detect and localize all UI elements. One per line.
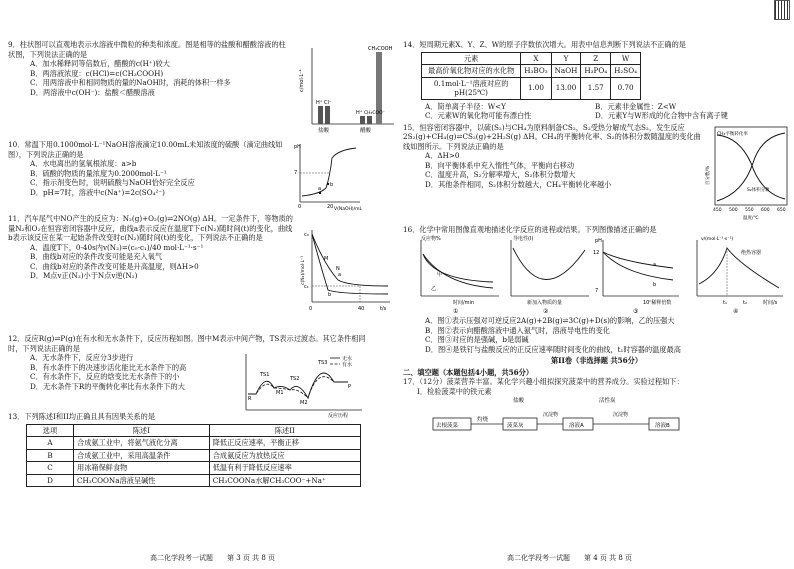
table-header: 陈述I	[74, 424, 210, 437]
section-heading: 二、填空题（本题包括4小题，共56分）	[403, 367, 534, 377]
q12-energy-profile	[238, 352, 368, 418]
svg-text:650: 650	[777, 207, 786, 213]
q11-ylabel: c(N₂)/mol·L⁻¹	[301, 255, 306, 285]
svg-text:t₁: t₁	[723, 300, 727, 306]
svg-text:溶液B: 溶液B	[655, 423, 670, 429]
q16-figures	[403, 234, 790, 316]
q15-temp-chart	[703, 123, 791, 223]
question-11	[8, 214, 389, 332]
q9-ylabel: c/mol·L⁻¹	[299, 69, 305, 92]
q12-p: P	[348, 384, 352, 390]
q9-option-c: C．用两溶液中和相同物质的量的NaOH时，消耗的体积一样多	[30, 78, 231, 87]
q9-x1: 盐酸	[318, 128, 330, 134]
part-2-title: 第II卷（非选择题 共56分）	[550, 356, 643, 365]
q9-bar-chart	[298, 40, 398, 136]
q10-stem: 10．常温下用0.1000mol·L⁻¹NaOH溶液滴定10.00mL未知浓度的硫酸（滴定曲线如图），下列说法正确的是	[8, 140, 283, 159]
svg-text:灼烧: 灼烧	[477, 417, 489, 423]
q11-option-b: B．曲线b对应的条件改变可能是充入氧气	[30, 252, 163, 261]
q11-curve-b	[312, 234, 388, 294]
q9-x2: 醋酸	[360, 128, 372, 134]
table-row: D CH₃COONa溶液呈碱性 CH₃COONa水解CH₃COO⁻+Na⁺	[27, 474, 361, 487]
svg-text:b: b	[653, 282, 657, 288]
q9-option-b: B．两溶液浓度：c(HCl)=c(CH₃COOH)	[30, 68, 164, 78]
q11-label-b: b	[328, 292, 332, 298]
q12-legend-dry: 无水	[342, 356, 353, 362]
q12-r: R	[248, 396, 252, 402]
q12-option-b: B．有水条件下的决速步活化能比无水条件下的高	[30, 362, 187, 372]
svg-text:10ⁿ稀释倍数: 10ⁿ稀释倍数	[643, 300, 672, 306]
svg-text:溶液A: 溶液A	[569, 423, 584, 429]
svg-text:时间/s: 时间/s	[763, 300, 778, 306]
q17-subheading: I．检验菠菜中的铁元素	[417, 386, 492, 396]
q12-stem: 12．反应R(g)⇌P(g)在有水和无水条件下，反应历程如图。图中M表示中间产物，TS表示过渡态。其它条件相同时，下列说法正确的是	[8, 334, 366, 353]
q16-option-d: D．图④是铁钉与盐酸反应的正反应速率随时间变化的曲线，t₁时容器的温度最高	[425, 344, 681, 354]
q11-c0: c₀	[304, 232, 309, 238]
svg-text:甲: 甲	[437, 272, 443, 278]
q12-option-d: D．无水条件下R的平衡转化率比有水条件下的大	[30, 381, 185, 391]
q17-stem: 17．（12分）菠菜营养丰富。某化学兴趣小组拟探究菠菜中的营养成分。实验过程如下：	[403, 377, 684, 386]
q11-label-m: M	[324, 256, 329, 262]
question-10	[8, 140, 389, 212]
right-footer: 高二化学段考一试题 第 4 页 共 8 页	[507, 553, 633, 562]
svg-text:v/(mol·L⁻¹·s⁻¹): v/(mol·L⁻¹·s⁻¹)	[701, 237, 734, 242]
question-14	[403, 40, 790, 121]
q13-table	[26, 424, 361, 488]
q17-flow-diagram	[423, 396, 723, 436]
q11-option-a: A．温度T下，0-40s内v(N₂)=(c₀-c₁)/40 mol·L⁻¹·s⁻¹	[30, 242, 204, 252]
q14-table	[421, 52, 641, 100]
q10-point-a	[319, 192, 321, 194]
q12-ts2: TS2	[290, 376, 300, 382]
q15-xlabel: 温度/℃	[743, 215, 759, 221]
left-footer: 高二化学段考一试题 第 3 页 共 8 页	[150, 553, 276, 562]
svg-text:④: ④	[733, 308, 739, 314]
svg-text:沉淀物: 沉淀物	[543, 412, 559, 418]
q11-conc-curve	[298, 224, 394, 320]
svg-text:①: ①	[453, 308, 459, 314]
table-header: 选项	[27, 424, 74, 437]
q10-ylabel: pH	[294, 144, 301, 150]
svg-text:菠菜灰: 菠菜灰	[507, 423, 524, 429]
q10-option-d: D．pH=7时，溶液中c(Na⁺)=2c(SO₄²⁻)	[30, 187, 165, 197]
q10-option-c: C．指示剂变色时，说明硫酸与NaOH恰好完全反应	[30, 178, 195, 187]
svg-text:t₂: t₂	[743, 300, 747, 306]
q12-m1: M1	[276, 390, 284, 396]
svg-text:600: 600	[761, 207, 770, 213]
q12-option-a: A．无水条件下，反应分3步进行	[30, 353, 134, 362]
q10-x0: 0	[298, 204, 302, 210]
svg-text:新加入物质的量: 新加入物质的量	[527, 300, 563, 306]
question-9	[8, 40, 393, 138]
q9-stem: 9．柱状图可以直观地表示水溶液中微粒的种类和浓度。图是相等的盐酸和醋酸溶液的柱状图，下列说法正确的是	[8, 40, 286, 59]
q11-c1: c₁	[304, 284, 309, 290]
q12-xlabel: 反应历程	[328, 413, 349, 418]
table-header-row	[27, 424, 361, 437]
q12-m2: M2	[300, 400, 308, 406]
page-right	[397, 0, 794, 569]
q11-option-c: C．曲线b对应的条件改变可能是升高温度，则ΔH>0	[30, 261, 199, 271]
q14-option-b: B．元素非金属性：Z<W	[595, 101, 677, 111]
svg-text:乙: 乙	[431, 286, 437, 292]
q16-fig-4	[683, 234, 787, 314]
q10-label-a: a	[318, 186, 322, 192]
q13-stem: 13．下列陈述I和II均正确且具有因果关系的是	[8, 412, 156, 421]
svg-text:盐酸: 盐酸	[513, 398, 525, 404]
q15-ylabel: 百分数/%	[706, 165, 711, 185]
q11-stem: 11．汽车尾气中NO产生的反应为：N₂(g)+O₂(g)⇌2NO(g) ΔH。一定条件下，等物质的量N₂和O₂在恒容密闭容器中反应，曲线a表示反应在温度T下c(N₂)随时间(t)的变化，曲线b表示该反应在某一起始条件改变时c(N₂)随时间(t)的变化，下列说法不正确的是	[8, 214, 293, 242]
q10-option-b: B．硫酸的物质的量浓度为0.2000mol·L⁻¹	[30, 168, 167, 178]
table-row: B 合成氨工业中，采用高温条件 合成氨反应为放热反应	[27, 449, 361, 462]
q9-bar-cl	[325, 106, 330, 124]
table-row: 0.1mol·L⁻¹溶液对应的pH(25℃) 1.00 13.00 1.57 0.70	[422, 77, 641, 99]
q10-point-b	[327, 183, 329, 185]
q9-option-d: D．两溶液中c(OH⁻)：盐酸＜醋酸溶液	[30, 87, 155, 97]
svg-text:12: 12	[593, 250, 600, 256]
q10-x20: 20	[327, 204, 334, 210]
svg-text:反应物%: 反应物%	[421, 236, 441, 242]
q16-fig-2	[503, 234, 593, 314]
q10-y7: 7	[294, 170, 298, 176]
q11-label-a: a	[338, 272, 342, 278]
q11-label-n: N	[336, 266, 340, 272]
svg-text:450: 450	[713, 207, 722, 213]
q9-label-top: CH₃COOH	[368, 46, 393, 52]
question-15	[403, 123, 790, 223]
table-header-row: 元素 X Y Z W	[422, 52, 641, 65]
q15-option-c: C．温度升高，S₂分解率增大，S₂体积分数增大	[425, 170, 576, 179]
q14-option-a: A．简单离子半径：W<Y	[425, 101, 506, 111]
q14-stem: 14．短周期元素X、Y、Z、W的原子序数依次增大。用表中信息判断下列说法不正确的是	[403, 40, 686, 49]
q9-label-1: H⁺ Cl⁻	[316, 100, 332, 106]
q16-fig-3	[593, 234, 683, 314]
q10-xlabel: V(NaOH)/mL	[334, 207, 362, 212]
svg-text:③: ③	[633, 308, 639, 314]
table-row: A 合成氨工业中，将氨气液化分离 降低正反应速率，平衡正移	[27, 437, 361, 450]
svg-text:导电性(I): 导电性(I)	[513, 236, 534, 242]
q9-bar-ac	[367, 116, 372, 124]
q15-option-d: D．其他条件相同，S₂体积分数越大，CH₄平衡转化率越小	[425, 179, 612, 189]
q9-label-3: CH₃COO⁻	[364, 111, 385, 116]
q10-label-b: b	[330, 182, 334, 188]
table-row: C 用冰箱保鲜食物 低温有利于降低反应速率	[27, 462, 361, 475]
q11-option-d: D．M点v正(N₂)小于N点v逆(N₂)	[30, 271, 138, 280]
q16-fig-1	[413, 234, 503, 314]
svg-text:pH: pH	[595, 238, 602, 244]
q11-x40: 40	[358, 306, 365, 312]
svg-text:7: 7	[595, 288, 599, 294]
q16-option-b: B．图②表示向醋酸溶液中通入氨气时，溶液导电性的变化	[425, 325, 610, 335]
q15-stem: 15．恒容密闭容器中，以硫(S₂)与CH₄为原料制备CS₂，S₂受热分解成气态S₂，发生反应2S₂(g)+CH₄(g)⇌CS₂(g)+2H₂S(g) ΔH。CH₄的平衡转化率、S₂的体积分数随温度的变化曲线如图所示。下列说法正确的是	[403, 122, 701, 151]
svg-text:550: 550	[745, 207, 754, 213]
q9-bar-h-hcl	[318, 106, 323, 124]
q11-xt: t/s	[380, 306, 387, 312]
q16-option-c: C．图③对应的是强碱，b是弱碱	[425, 335, 529, 344]
q9-label-2: H⁺	[356, 110, 363, 116]
svg-text:去根菠菜: 去根菠菜	[436, 423, 459, 429]
svg-text:②: ②	[543, 308, 549, 314]
q11-x0: 0	[309, 306, 313, 312]
svg-text:时间/min: 时间/min	[453, 300, 475, 306]
svg-text:500: 500	[729, 207, 738, 213]
q10-titration-curve	[290, 140, 362, 212]
q9-bar-h-ac	[360, 116, 365, 124]
q15-series-1: CH₄平衡转化率	[717, 131, 748, 137]
q15-series-2: S₂体积分数	[747, 187, 770, 193]
question-17	[403, 377, 790, 439]
q16-option-a: A．图①表示压强对可逆反应2A(g)+2B(g)⇌3C(g)+D(s)的影响，乙的压强大	[425, 316, 675, 325]
table-header: 陈述II	[209, 424, 360, 437]
q10-curve	[302, 148, 356, 196]
q15-option-b: B．向平衡体系中充入惰性气体，平衡向右移动	[425, 160, 575, 170]
svg-text:沉淀物: 沉淀物	[613, 412, 629, 418]
table-row: 最高价氧化物对应的水化物 H₃BO₃ NaOH H₃PO₄ H₂SO₄	[422, 65, 641, 78]
q12-option-c: C．有水条件下，反应的焓变比无水条件下的小	[30, 372, 180, 381]
question-16	[403, 225, 790, 355]
q12-ts1: TS1	[260, 372, 270, 378]
svg-text:绝热容器: 绝热容器	[741, 250, 762, 256]
svg-text:a: a	[653, 262, 657, 268]
q14-option-c: C．元素W的氧化物可能有漂白性	[425, 111, 532, 120]
q12-legend-wet: 有水	[342, 362, 353, 368]
svg-text:活性炭: 活性炭	[599, 398, 616, 404]
q12-ts3: TS3	[318, 360, 328, 366]
q10-option-a: A．水电离出的氢氧根浓度：a>b	[30, 159, 137, 168]
q14-option-d: D．元素Y与W形成的化合物中含有离子键	[595, 111, 728, 120]
question-13	[8, 412, 389, 487]
q9-option-a: A．加水稀释同等倍数后，醋酸的c(H⁺)较大	[30, 59, 170, 68]
q16-stem: 16．化学中常用图像直观地描述化学反应的进程或结果。下列图像描述正确的是	[403, 224, 657, 234]
q15-option-a: A．ΔH>0	[425, 151, 460, 160]
